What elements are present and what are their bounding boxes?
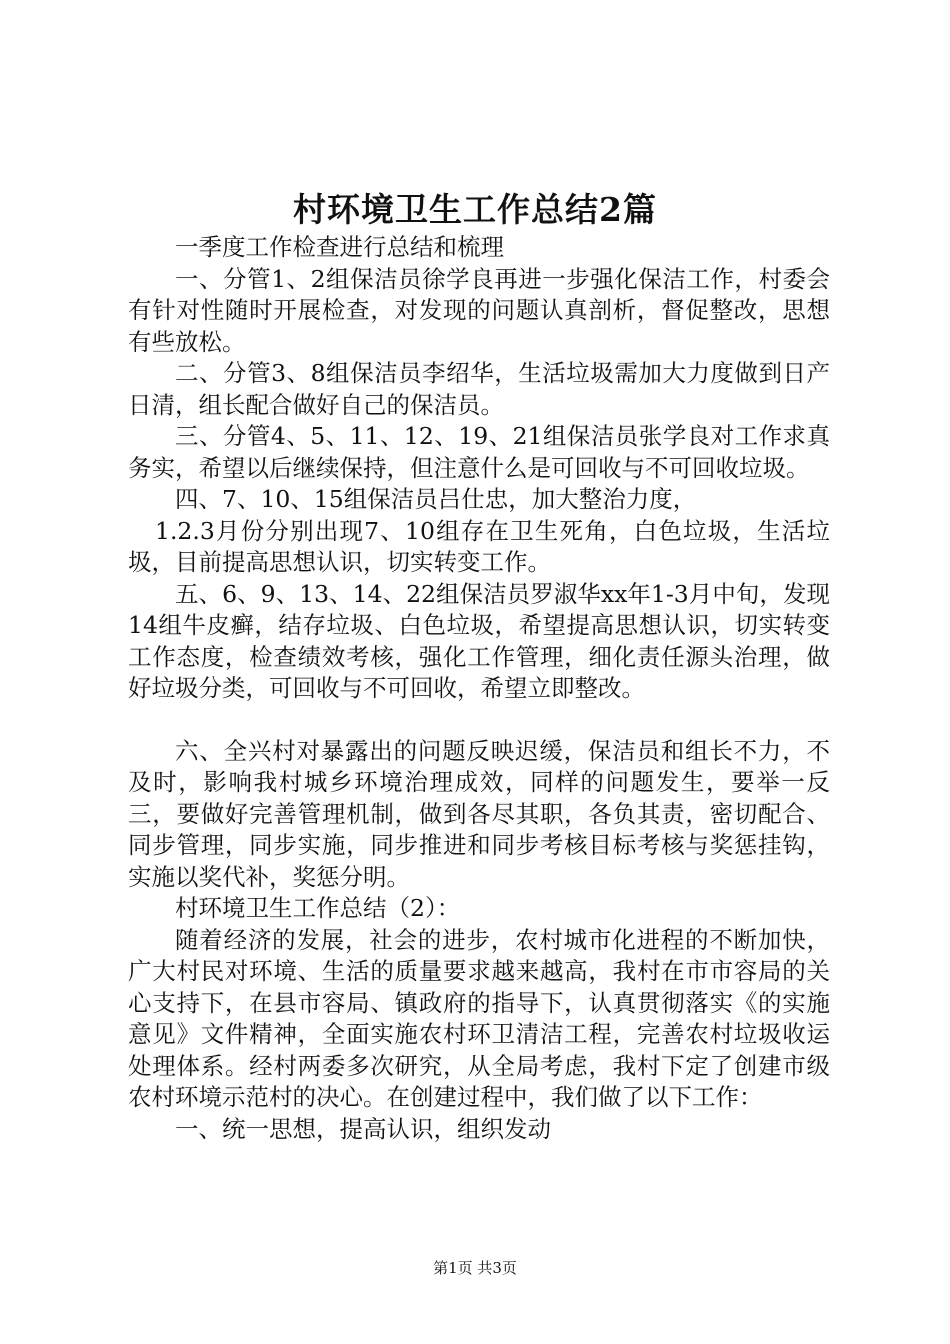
paragraph: 随着经济的发展，社会的进步，农村城市化进程的不断加快，广大村民对环境、生活的质量要求越来越高，我村在市市容局的关心支持下，在县市容局、镇政府的指导下，认真贯彻落实《的实施意见》文件精神，全面实施农村环卫清洁工程，完善农村垃圾收运处理体系。经村两委多次研究，从全局考虑，我村下定了创建市级农村环境示范村的决心。在创建过程中，我们做了以下工作：	[128, 925, 830, 1111]
paragraph: 村环境卫生工作总结（2）：	[175, 894, 461, 922]
paragraph: 二、分管3、8组保洁员李绍华，生活垃圾需加大力度做到日产日清，组长配合做好自己的保洁员。	[128, 359, 830, 419]
paragraph: 五、6、9、13、14、22组保洁员罗淑华xx年1-3月中旬，发现14组牛皮癣，结存垃圾、白色垃圾，希望提高思想认识，切实转变工作态度，检查绩效考核，强化工作管理，细化责任源头治理，做好垃圾分类，可回收与不可回收，希望立即整改。	[128, 579, 830, 702]
document-title: 村环境卫生工作总结2篇	[293, 190, 657, 229]
paragraph: 六、全兴村对暴露出的问题反映迟缓，保洁员和组长不力，不及时，影响我村城乡环境治理成效，同样的问题发生，要举一反三，要做好完善管理机制，做到各尽其职，各负其责，密切配合、同步管理，同步实施，同步推进和同步考核目标考核与奖惩挂钩，实施以奖代补，奖惩分明。	[128, 736, 830, 891]
paragraph: 一季度工作检查进行总结和梳理	[175, 233, 504, 261]
paragraph: 一、统一思想，提高认识，组织发动	[175, 1114, 551, 1143]
document-body	[128, 232, 830, 1145]
page-number-footer: 第1页 共3页	[433, 1259, 517, 1277]
paragraph: 四、7、10、15组保洁员吕仕忠，加大整治力度，	[175, 485, 697, 513]
paragraph: 三、分管4、5、11、12、19、21组保洁员张学良对工作求真务实，希望以后继续保持，但注意什么是可回收与不可回收垃圾。	[128, 422, 830, 482]
paragraph: 1.2.3月份分别出现7、10组存在卫生死角，白色垃圾，生活垃圾，目前提高思想认识，切实转变工作。	[128, 516, 830, 576]
paragraph: 一、分管1、2组保洁员徐学良再进一步强化保洁工作，村委会有针对性随时开展检查，对发现的问题认真剖析，督促整改，思想有些放松。	[128, 264, 830, 356]
